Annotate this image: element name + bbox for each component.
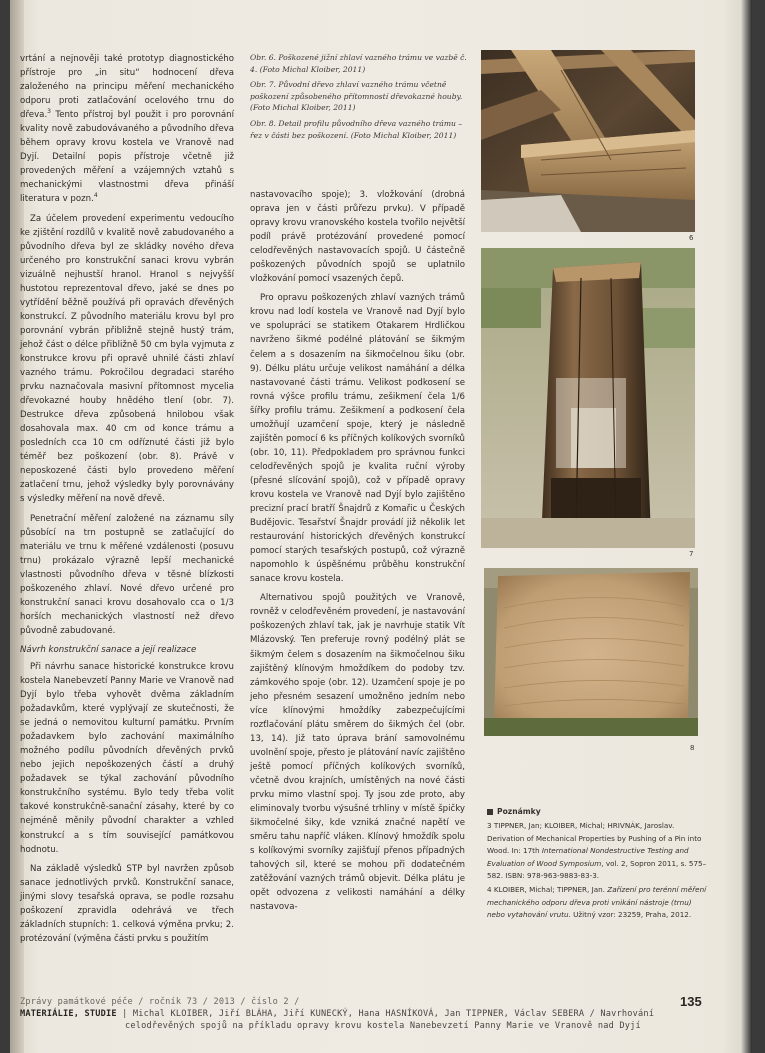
figure-captions bbox=[250, 52, 468, 145]
paragraph: Pro opravu poškozených zhlaví vazných trámů krovu nad lodí kostela ve Vranově nad Dyjí bylo ve spolupráci se statikem Otakarem Hrdličkou navrženo šikmé podélné plátování se šikmým čelem a s dosazením na šikmočelnou šiku (obr. 9). Délku plátu určuje velikost namáhání a délka nastavované části trámu. Velikost podkosení se rovná výšce profilu trámu, zešikmení čela 1/6 šířky profilu trámu. Zešikmení a podkosení čela umožňují uzamčení spoje, který je následně zajištěn pomocí 6 ks příčných kolíkových svorníků (obr. 10, 11). Předpokladem pro správnou funkci celodřevěných spojů je kvalita ruční výroby (přesné slícování spojů), což v případě opravy krovu kostela ve Vranově nad Dyjí bylo zajištěno precizní prací bratří Šnajdrů z Komařic u Českých Budějovic. Tesařství Šnajdr provádí již několik let restaurování historických dřevěných konstrukcí pomocí starých tesařských postupů, což výrazně napomohlo k úspěšnému průběhu konstrukční sanace krovu kostela. bbox=[250, 293, 465, 585]
notes-heading: Poznámky bbox=[487, 806, 709, 818]
paragraph: nastavovacího spoje); 3. vložkování (drobná oprava jen v části průřezu prvku). V případě opravy krovu vranovského kostela tvořilo největší podíl právě protézování provedené pomocí celodřevěných nastavovacích spojů. U částečně poškozených původních spojů se uplatnilo vložkování pomocí vsazených čepů. bbox=[250, 190, 465, 285]
footnote-4: 4 KLOIBER, Michal; TIPPNER, Jan. Zařízení pro terénní měření mechanického odporu dřeva proti vnikání nástroje (trnu) nebo vytahování vrutu. Užitný vzor: 23259, Praha, 2012. bbox=[487, 885, 707, 920]
page-footer bbox=[20, 996, 710, 1032]
page-right-edge bbox=[740, 0, 752, 1053]
article-authors: MATERIÁLIE, STUDIE | Michal KLOIBER, Jiří BLÁHA, Jiří KUNECKÝ, Hana HASNÍKOVÁ, Jan TIPPNER, Václav SEBERA / Navrhování bbox=[20, 1009, 655, 1019]
paragraph: Penetrační měření založené na záznamu síly působící na trn postupně se zatlačující do materiálu ve trnu k měřené vzdálenosti (posuvu trnu) prokázalo výrazně lepší mechanické vlastnosti původního dřeva v těsné blízkosti poškozeného zhlaví. Nové dřevo určené pro konstrukční sanaci krovu dosahovalo cca o 1/3 horších mechanických vlastností než dřevo původně zabudované. bbox=[20, 513, 234, 636]
text-column-middle bbox=[250, 188, 465, 919]
journal-info: Zprávy památkové péče / ročník 73 / 2013 / číslo 2 / bbox=[20, 997, 300, 1007]
photo-roof-truss bbox=[481, 50, 695, 232]
caption-fig-7: Obr. 7. Původní dřevo zhlaví vazného trámu včetně poškození způsobeného přítomností dřevokazné houby. (Foto Michal Kloiber, 2011) bbox=[250, 80, 463, 113]
caption-fig-6: Obr. 6. Poškozené jižní zhlaví vazného trámu ve vazbě č. 4. (Foto Michal Kloiber, 2011) bbox=[250, 53, 467, 74]
figure-number: 7 bbox=[689, 550, 694, 558]
figure-number: 6 bbox=[689, 234, 694, 242]
caption-fig-8: Obr. 8. Detail profilu původního dřeva vazného trámu – řez v části bez poškození. (Foto Michal Kloiber, 2011) bbox=[250, 118, 463, 140]
figure-number: 8 bbox=[690, 744, 695, 752]
text-column-left bbox=[20, 52, 234, 951]
paragraph: Na základě výsledků STP byl navržen způsob sanace jednotlivých prvků. Konstrukční sanace, jinými slovy tesařská oprava, se podle rozsahu poškození zpravidla odehrává ve třech základních stupních: 1. celková výměna prvku; 2. protézování (výměna části prvku s použitím bbox=[20, 863, 234, 944]
footnote-3: 3 TIPPNER, Jan; KLOIBER, Michal; HRIVNÁK, Jaroslav. Derivation of Mechanical Properties by Pushing of a Pin into Wood. In: 17th International Nondestructive Testing and Evaluation of Wood Symposium, vol. 2, Sopron 2011, s. 575–582. ISBN: 978-963-9883-83-3. bbox=[487, 821, 707, 881]
paragraph: Při návrhu sanace historické konstrukce krovu kostela Nanebevzetí Panny Marie ve Vranově nad Dyjí bylo třeba vyhovět dvěma základním požadavkům, které vyplývají ze skutečnosti, že se jedná o nemovitou kulturní památku. Prvním požadavkem bylo zachování maximálního možného podílu původních dřevěných prvků nebo jejich nepoškozených částí a druhý požadavek se týkal zachování původního konstrukčního systému. Bylo tedy třeba volit takové konstrukčně-sanační zásahy, které by co nejméně měnily původní charakter a vzhled konstrukcí a s tím související památkovou hodnotu. bbox=[20, 661, 234, 855]
page-number: 135 bbox=[680, 994, 702, 1009]
footnotes bbox=[487, 806, 709, 924]
photo-decayed-beam bbox=[481, 248, 695, 548]
square-bullet-icon bbox=[487, 809, 493, 815]
paragraph: vrtání a nejnověji také prototyp diagnostického přístroje pro „in situ“ hodnocení dřeva založeného na principu měření mechanického odporu proti zatlačování ocelového trnu do dřeva.$^3$ Tento přístroj byl použit i pro porovnání kvality nově zabudovávaného a původního dřeva během opravy krovu kostela ve Vranově nad Dyjí. Detailní popis přístroje včetně již provedených měření a vzájemných vztahů s mechanickými vlastnostmi dřeva přináší literatura v pozn.$^4$ bbox=[20, 54, 234, 205]
section-heading: Návrh konstrukční sanace a její realizace bbox=[20, 644, 197, 655]
paragraph: Alternativou spojů použitých ve Vranově, rovněž v celodřevěném provedení, je nastavování poškozených zhlaví tak, jak je navrhuje statik Vít Mlázovský. Ten preferuje rovný podélný plát se šikmým čelem s dosazením na šikmočelnou šiku zajištěný klínovým hmoždíkem do podoby tzv. zámkového spoje (obr. 12). Uzamčení spoje je po jeho přesném sesazení umožněno jedním nebo více klínovými hmoždíky zabezpečujícími rozťlačování plátu směrem do šikmých čel (obr. 13, 14). Již tato úprava brání samovolnému uvolnění spoje, přesto je plátování navíc zajištěno ještě pomocí příčných kolíkových svorníků, včetně dvou krajních, umístěných na nové části prvku mimo vlastní spoj. Ty jsou zde proto, aby eliminovaly tvorbu výsušné trhliny v místě špičky šikmočelné šiky, kde vzniká značné napětí ve směru tahu napříč vláken. Klínový hmoždík spolu s kolíkovými svorníky zajišťují přenos případných tahových sil, které se mohou při dodatečném zatěžování vazných trámů objevit. Délka plátu je opět odvozena z velikosti namáhání a délky nastavova- bbox=[250, 593, 465, 913]
article-title: celodřevěných spojů na příkladu opravy krovu kostela Nanebevzetí Panny Marie ve Vranově nad Dyjí bbox=[125, 1021, 641, 1031]
photo-beam-cross-section bbox=[484, 568, 698, 736]
paragraph: Za účelem provedení experimentu vedoucího ke zjištění rozdílů v kvalitě nově zabudovaného a původního dřeva byl ze skládky nového dřeva určeného pro konstrukční sanaci krovu vybrán vizuálně nejhustší hranol. Hranol s nejvyšší hustotou reprezentoval dřevo, jaké se dnes po vytřídění běžně používá při opravách dřevěných konstrukcí. Z původního materiálu krovu byl pro porovnání vybrán přibližně stejně hustý trám, jehož část o délce přibližně 50 cm byla vyjmuta z konstrukce krovu při opravě uhnilé části zhlaví vazného trámu. Pokročilou degradaci starého prvku naznačovala masivní přítomnost mycelia dřevokazné houby hnědého tlení (obr. 7). Destrukce dřeva způsobená hnilobou však dosahovala max. 40 cm od konce trámu a posledních cca 10 cm odříznuté části již bylo téměř bez poškození (obr. 8). Právě v neposkozené části bylo provedeno měření zatlačení trnu, jehož výsledky byly porovnávány s výsledky měření na nově dřevě. bbox=[20, 213, 234, 505]
